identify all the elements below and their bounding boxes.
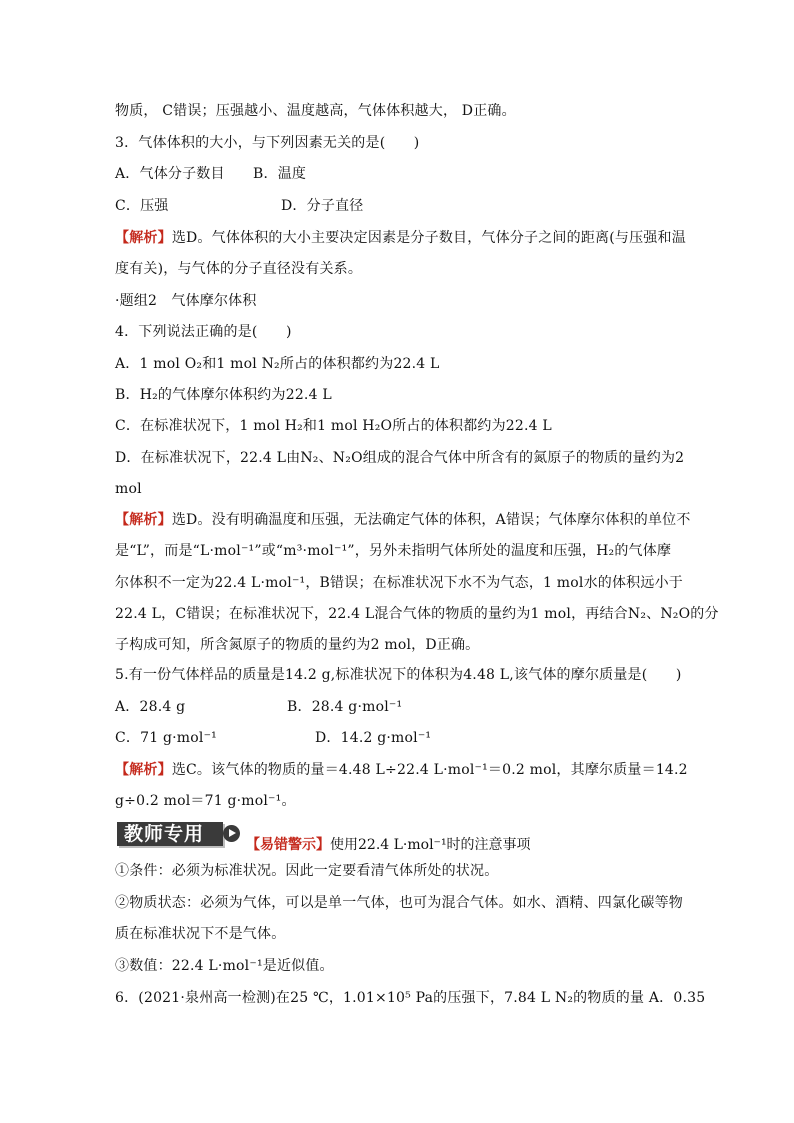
option-a: A．气体分子数目 — [115, 166, 225, 182]
analysis-tag: 【解析】 — [115, 230, 172, 246]
option-c: C．压强 — [115, 198, 169, 214]
teacher-only-label: 教师专用 — [124, 823, 205, 845]
option-a: A．1 mol O₂和1 mol N₂所占的体积都约为22.4 L — [115, 356, 440, 372]
analysis-tag: 【解析】 — [115, 762, 172, 778]
note-item: ①条件：必须为标准状况。因此一定要看清气体所处的状况。 — [115, 863, 499, 879]
option-b: B．28.4 g·mol⁻¹ — [287, 699, 403, 715]
option-b: B．温度 — [253, 166, 307, 182]
teacher-only-badge — [117, 820, 241, 846]
question-3: 3．气体体积的大小，与下列因素无关的是( ) — [115, 135, 420, 151]
option-c: C．71 g·mol⁻¹ — [115, 730, 217, 746]
analysis-line: 尔体积不一定为22.4 L·mol⁻¹，B错误；在标准状况下水不为气态，1 mol水的体积远小于 — [115, 575, 683, 591]
analysis-line: 子构成可知，所含氮原子的物质的量约为2 mol，D正确。 — [115, 637, 480, 653]
question-5: 5.有一份气体样品的质量是14.2 g,标准状况下的体积为4.48 L,该气体的摩尔质量是( ) — [115, 667, 682, 683]
question-6: 6．(2021·泉州高一检测)在25 ℃，1.01×10⁵ Pa的压强下，7.84 L N₂的物质的量 A．0.35 — [115, 990, 706, 1006]
analysis-tag: 【解析】 — [115, 512, 172, 528]
analysis-line: 度有关)，与气体的分子直径没有关系。 — [115, 261, 363, 277]
analysis-text: 选D。气体体积的大小主要决定因素是分子数目，气体分子之间的距离(与压强和温 — [171, 230, 686, 246]
option-b: B．H₂的气体摩尔体积约为22.4 L — [115, 387, 332, 403]
option-d: D．在标准状况下，22.4 L由N₂、N₂O组成的混合气体中所含有的氮原子的物质的量约为2 — [115, 450, 685, 466]
warning-tag: 【易错警示】 — [246, 837, 330, 853]
note-item: ③数值：22.4 L·mol⁻¹是近似值。 — [115, 958, 334, 974]
play-circle-icon — [223, 825, 240, 842]
text-line: 物质， C错误；压强越小、温度越高，气体体积越大， D正确。 — [115, 103, 516, 119]
question-4: 4．下列说法正确的是( ) — [115, 324, 292, 340]
group-heading: ·题组2 气体摩尔体积 — [115, 293, 257, 309]
option-d-cont: mol — [115, 481, 142, 497]
analysis-line: 22.4 L，C错误；在标准状况下，22.4 L混合气体的物质的量约为1 mol，再结合N₂、N₂O的分 — [115, 606, 719, 622]
analysis-line — [115, 228, 686, 248]
analysis-text: 选D。没有明确温度和压强，无法确定气体的体积，A错误；气体摩尔体积的单位不 — [171, 512, 691, 528]
option-a: A．28.4 g — [115, 699, 186, 715]
analysis-line: 是“L”，而是“L·mol⁻¹”或“m³·mol⁻¹”，另外未指明气体所处的温度和压强，H₂的气体摩 — [115, 543, 672, 559]
note-item: ②物质状态：必须为气体，可以是单一气体，也可为混合气体。如水、酒精、四氯化碳等物 — [115, 895, 683, 911]
warning-text: 使用22.4 L·mol⁻¹时的注意事项 — [330, 837, 531, 853]
option-d: D．分子直径 — [281, 198, 364, 214]
analysis-text: 选C。该气体的物质的量＝4.48 L÷22.4 L·mol⁻¹＝0.2 mol，其摩尔质量＝14.2 — [171, 762, 688, 778]
note-item-cont: 质在标准状况下不是气体。 — [115, 926, 286, 942]
option-c: C．在标准状况下，1 mol H₂和1 mol H₂O所占的体积都约为22.4 L — [115, 418, 552, 434]
warning-heading — [246, 835, 531, 855]
option-d: D．14.2 g·mol⁻¹ — [315, 730, 432, 746]
analysis-line: g÷0.2 mol＝71 g·mol⁻¹。 — [115, 793, 296, 809]
analysis-line — [115, 510, 691, 530]
analysis-line — [115, 760, 688, 780]
